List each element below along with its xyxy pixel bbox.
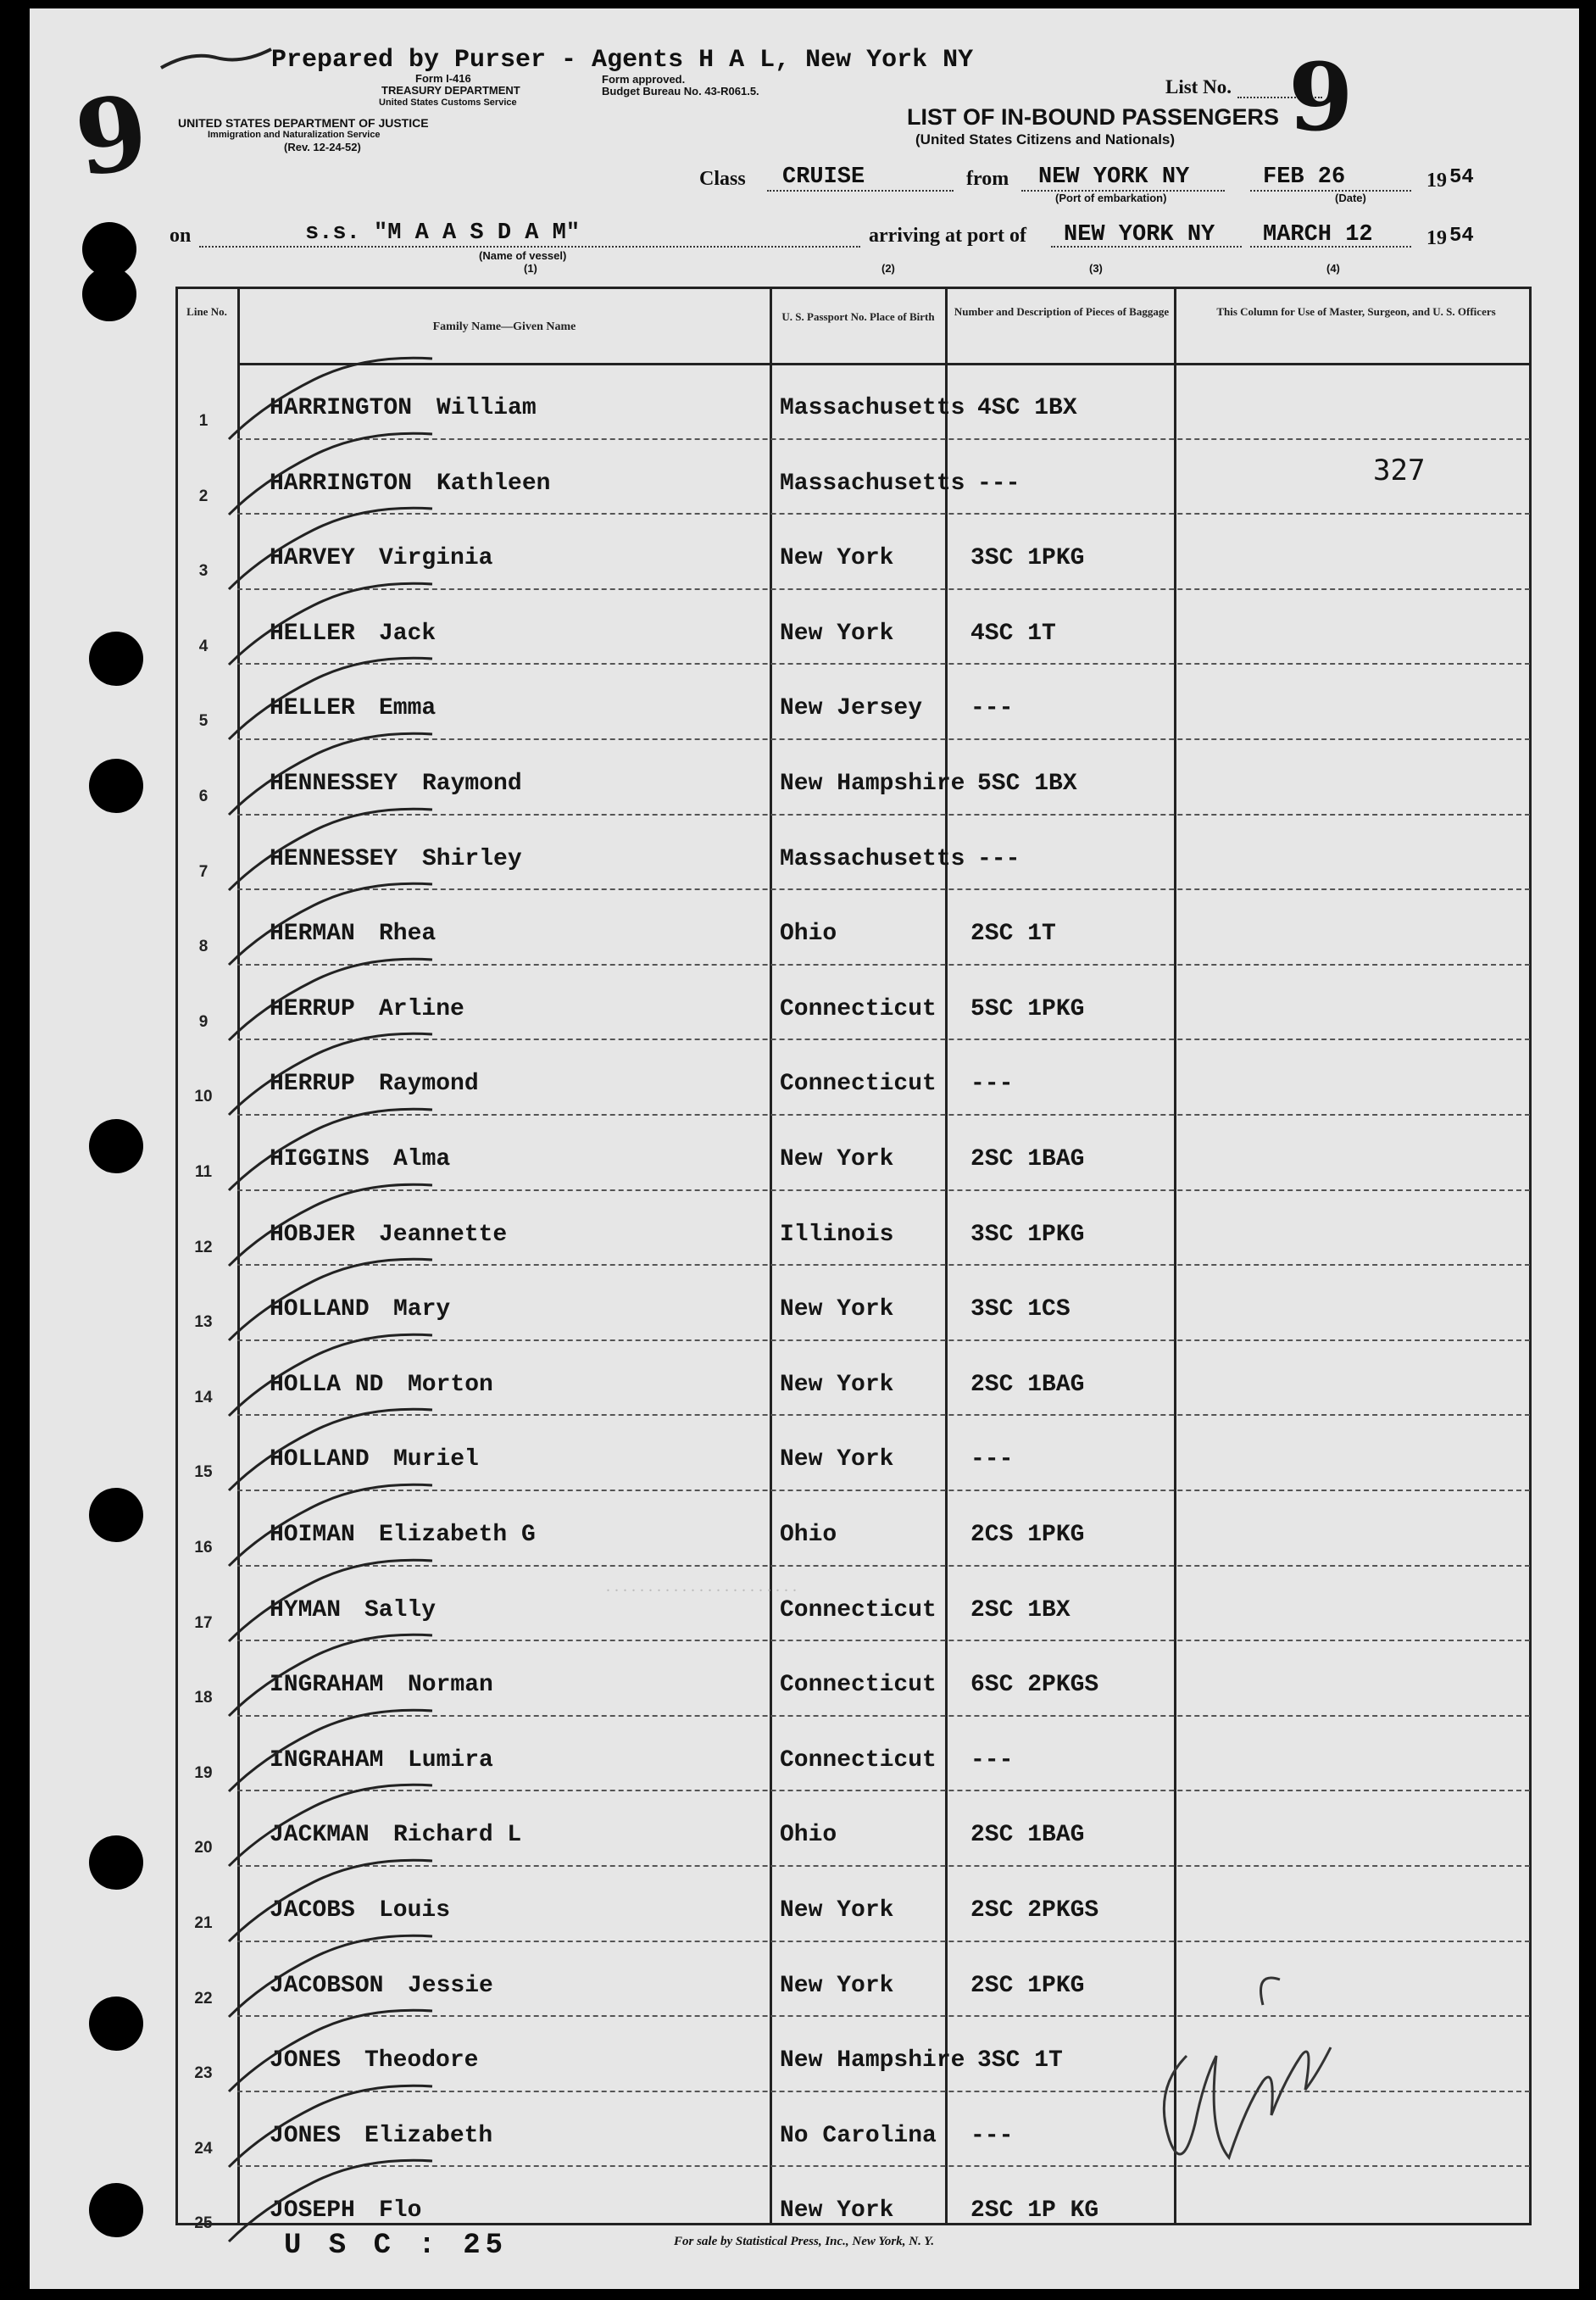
treasury-label: TREASURY DEPARTMENT: [381, 84, 520, 97]
family-name: HERMAN: [270, 921, 355, 948]
given-name: Arline: [379, 995, 464, 1022]
line-number: 7: [198, 862, 209, 881]
on-label: on: [170, 225, 192, 247]
baggage: ---: [970, 1071, 1014, 1098]
check-stroke: [229, 583, 432, 665]
footer-stamp: U S C : 25: [284, 2230, 509, 2262]
prepared-by-line: Prepared by Purser - Agents H A L, New York NY: [271, 46, 974, 75]
header-name: Family Name—Given Name: [432, 320, 576, 333]
year-prefix: 19: [1426, 170, 1447, 192]
baggage: 2SC 1BAG: [970, 1822, 1085, 1849]
line-number: 1: [198, 412, 209, 430]
check-stroke: [229, 433, 432, 515]
baggage: ---: [977, 845, 1020, 872]
family-name: JACOBS: [270, 1897, 355, 1924]
officer-signature: [1136, 1954, 1339, 2208]
family-name: HOLLA ND: [270, 1371, 384, 1398]
baggage: 5SC 1PKG: [970, 995, 1085, 1022]
list-no-label: List No.: [1165, 76, 1232, 97]
given-name: Shirley: [422, 845, 522, 872]
check-stroke: [229, 1410, 432, 1491]
customs-label: United States Customs Service: [379, 97, 517, 108]
baggage: ---: [970, 1746, 1014, 1774]
family-name: HOBJER: [270, 1221, 355, 1248]
baggage: 2SC 1T: [970, 921, 1056, 948]
line-number: 25: [194, 2214, 213, 2233]
bleed-through-text: . . . . . . . . . . . . . . . . . . . . . . .: [606, 1577, 797, 1596]
place-of-birth: New York: [780, 545, 894, 572]
baggage: 2SC 1PKG: [970, 1972, 1085, 1999]
family-name: HOIMAN: [270, 1522, 355, 1548]
binder-hole: [89, 1119, 143, 1173]
place-of-birth: Massachusetts: [780, 395, 965, 421]
check-stroke: [229, 1560, 432, 1641]
col-caption-2: (2): [881, 262, 895, 275]
line-number: 19: [194, 1763, 213, 1782]
baggage: 3SC 1PKG: [970, 1221, 1085, 1248]
check-stroke: [229, 1184, 432, 1266]
place-of-birth: New Hampshire: [780, 771, 965, 797]
place-of-birth: New York: [780, 1972, 894, 1999]
given-name: Emma: [379, 695, 437, 722]
baggage: 3SC 1PKG: [970, 545, 1085, 572]
given-name: Raymond: [379, 1071, 479, 1098]
given-name: Kathleen: [437, 470, 551, 497]
budget-bureau: Budget Bureau No. 43-R061.5.: [602, 85, 759, 97]
baggage: 2SC 1BAG: [970, 1146, 1085, 1172]
binder-hole: [89, 2183, 143, 2237]
family-name: HENNESSEY: [270, 845, 398, 872]
form-number: Form I-416: [415, 72, 471, 85]
place-of-birth: New York: [780, 1296, 894, 1323]
place-of-birth: New York: [780, 1446, 894, 1473]
check-stroke: [229, 1710, 432, 1791]
given-name: Elizabeth: [364, 2122, 493, 2149]
line-number: 15: [194, 1463, 213, 1482]
class-label: Class: [699, 168, 746, 190]
family-name: HENNESSEY: [270, 771, 398, 797]
col-caption-1: (1): [524, 262, 537, 275]
given-name: Flo: [379, 2197, 422, 2225]
line-number: 21: [194, 1914, 213, 1932]
form-subtitle: (United States Citizens and Nationals): [915, 131, 1176, 148]
place-of-birth: Ohio: [780, 921, 837, 948]
baggage: 5SC 1BX: [977, 771, 1077, 797]
binder-hole: [89, 1996, 143, 2051]
place-of-birth: Ohio: [780, 1522, 837, 1548]
baggage: 4SC 1T: [970, 620, 1056, 647]
line-number: 6: [198, 788, 209, 805]
baggage: ---: [977, 470, 1020, 497]
justice-label: UNITED STATES DEPARTMENT OF JUSTICE: [178, 116, 429, 130]
line-number: 3: [198, 562, 209, 581]
check-stroke: [229, 358, 432, 439]
vessel-name: s.s. "M A A S D A M": [305, 220, 581, 246]
place-of-birth: Connecticut: [780, 995, 937, 1022]
place-of-birth: Connecticut: [780, 1746, 937, 1774]
date-caption: (Date): [1335, 192, 1366, 204]
check-stroke: [229, 883, 432, 965]
given-name: Morton: [408, 1371, 493, 1398]
place-of-birth: Connecticut: [780, 1596, 937, 1623]
place-of-birth: New York: [780, 1146, 894, 1172]
given-name: Alma: [393, 1146, 451, 1172]
baggage: 2SC 1BX: [970, 1596, 1070, 1623]
line-number: 8: [198, 938, 209, 956]
line-number: 9: [198, 1012, 209, 1031]
from-label: from: [966, 168, 1009, 190]
place-of-birth: Ohio: [780, 1822, 837, 1849]
line-number: 23: [194, 2064, 213, 2083]
col-caption-4: (4): [1326, 262, 1340, 275]
col-caption-3: (3): [1089, 262, 1103, 275]
binder-hole: [89, 759, 143, 813]
given-name: Raymond: [422, 771, 522, 797]
binder-hole: [89, 632, 143, 686]
line-number: 22: [194, 1989, 213, 2008]
date-value: FEB 26: [1263, 164, 1346, 190]
given-name: Jack: [379, 620, 437, 647]
baggage: 4SC 1BX: [977, 395, 1077, 421]
binder-hole: [89, 1488, 143, 1542]
vessel-caption: (Name of vessel): [479, 249, 567, 262]
line-number: 4: [198, 637, 209, 655]
baggage: ---: [970, 1446, 1014, 1473]
check-stroke: [229, 1635, 432, 1716]
check-stroke: [229, 2010, 432, 2091]
line-number: 16: [194, 1539, 213, 1557]
family-name: HELLER: [270, 695, 355, 722]
family-name: HOLLAND: [270, 1446, 370, 1473]
given-name: Rhea: [379, 921, 437, 948]
baggage: 2SC 2PKGS: [970, 1897, 1099, 1924]
line-number: 5: [198, 712, 209, 731]
place-of-birth: New York: [780, 2197, 894, 2225]
port-embarkation-caption: (Port of embarkation): [1055, 192, 1167, 204]
place-of-birth: New Hampshire: [780, 2047, 965, 2074]
line-number: 13: [194, 1313, 213, 1332]
given-name: Louis: [379, 1897, 451, 1924]
check-stroke: [229, 1484, 432, 1566]
pencil-mark: [157, 42, 275, 76]
baggage: ---: [970, 695, 1014, 722]
rev-label: (Rev. 12-24-52): [284, 141, 361, 153]
given-name: Muriel: [393, 1446, 479, 1473]
place-of-birth: New York: [780, 620, 894, 647]
family-name: HARRINGTON: [270, 395, 413, 421]
given-name: Lumira: [408, 1746, 493, 1774]
binder-hole: [89, 1835, 143, 1890]
check-stroke: [229, 1935, 432, 2017]
line-number: 20: [194, 1839, 213, 1857]
ins-label: Immigration and Naturalization Service: [208, 130, 381, 140]
place-of-birth: Connecticut: [780, 1071, 937, 1098]
given-name: Norman: [408, 1672, 493, 1699]
place-of-birth: Massachusetts: [780, 845, 965, 872]
line-number: 11: [194, 1163, 213, 1181]
line-number: 18: [194, 1689, 213, 1707]
place-of-birth: No Carolina: [780, 2122, 937, 2149]
header-passport: U. S. Passport No. Place of Birth: [781, 310, 935, 323]
family-name: HARVEY: [270, 545, 355, 572]
baggage: 2SC 1P KG: [970, 2197, 1099, 2225]
printer-credit: For sale by Statistical Press, Inc., New York, N. Y.: [674, 2235, 935, 2248]
header-line-no: Line No.: [186, 305, 227, 318]
given-name: Sally: [364, 1596, 437, 1623]
family-name: HARRINGTON: [270, 470, 413, 497]
family-name: HERRUP: [270, 1071, 355, 1098]
given-name: Theodore: [364, 2047, 479, 2074]
family-name: JACKMAN: [270, 1822, 370, 1849]
place-of-birth: New York: [780, 1371, 894, 1398]
check-stroke: [229, 733, 432, 815]
family-name: HOLLAND: [270, 1296, 370, 1323]
given-name: Richard L: [393, 1822, 522, 1849]
check-stroke: [229, 2086, 432, 2167]
family-name: JACOBSON: [270, 1972, 384, 1999]
check-stroke: [229, 1259, 432, 1340]
given-name: Jessie: [408, 1972, 493, 1999]
place-of-birth: Massachusetts: [780, 470, 965, 497]
officer-note: 327: [1373, 453, 1426, 487]
baggage: 3SC 1CS: [970, 1296, 1070, 1323]
family-name: INGRAHAM: [270, 1746, 384, 1774]
class-value: CRUISE: [782, 164, 865, 190]
family-name: JOSEPH: [270, 2197, 355, 2225]
arriving-label: arriving at port of: [869, 225, 1026, 247]
given-name: Virginia: [379, 545, 493, 572]
given-name: Elizabeth G: [379, 1522, 536, 1548]
family-name: HELLER: [270, 620, 355, 647]
form-title: LIST OF IN-BOUND PASSENGERS: [907, 104, 1280, 130]
arrival-date-value: MARCH 12: [1263, 222, 1373, 248]
baggage: 2CS 1PKG: [970, 1522, 1085, 1548]
from-value: NEW YORK NY: [1038, 164, 1190, 190]
line-number: 24: [194, 2139, 213, 2158]
family-name: JONES: [270, 2047, 342, 2074]
baggage: 2SC 1BAG: [970, 1371, 1085, 1398]
year-value: 54: [1449, 166, 1474, 189]
check-stroke: [229, 809, 432, 890]
check-stroke: [229, 1034, 432, 1116]
baggage: ---: [970, 2122, 1014, 2149]
place-of-birth: New Jersey: [780, 695, 923, 722]
given-name: Mary: [393, 1296, 451, 1323]
arrival-year-value: 54: [1449, 225, 1474, 248]
check-stroke: [229, 508, 432, 589]
check-stroke: [229, 959, 432, 1040]
family-name: HIGGINS: [270, 1146, 370, 1172]
family-name: JONES: [270, 2122, 342, 2149]
place-of-birth: Illinois: [780, 1221, 894, 1248]
arrival-port-value: NEW YORK NY: [1064, 222, 1215, 248]
given-name: Jeannette: [379, 1221, 508, 1248]
check-stroke: [229, 1860, 432, 1941]
form-approved: Form approved.: [602, 73, 686, 86]
given-name: William: [437, 395, 537, 421]
handwritten-page-number: 9: [68, 71, 155, 201]
line-number: 14: [194, 1388, 213, 1406]
check-stroke: [229, 1785, 432, 1867]
check-stroke: [229, 659, 432, 740]
place-of-birth: Connecticut: [780, 1672, 937, 1699]
line-number: 10: [194, 1088, 213, 1106]
family-name: HERRUP: [270, 995, 355, 1022]
list-number: 9: [1288, 42, 1354, 152]
arrival-year-prefix: 19: [1426, 227, 1447, 249]
line-number: 17: [194, 1613, 213, 1632]
header-baggage: Number and Description of Pieces of Baggage: [954, 305, 1170, 318]
family-name: INGRAHAM: [270, 1672, 384, 1699]
place-of-birth: New York: [780, 1897, 894, 1924]
document-page: [30, 8, 1579, 2289]
baggage: 3SC 1T: [977, 2047, 1063, 2074]
check-stroke: [229, 1109, 432, 1190]
header-officers: This Column for Use of Master, Surgeon, and U. S. Officers: [1216, 305, 1496, 318]
line-number: 2: [198, 487, 209, 505]
family-name: HYMAN: [270, 1596, 342, 1623]
binder-hole: [82, 267, 136, 321]
check-stroke: [229, 1334, 432, 1416]
baggage: 6SC 2PKGS: [970, 1672, 1099, 1699]
line-number: 12: [194, 1238, 213, 1256]
